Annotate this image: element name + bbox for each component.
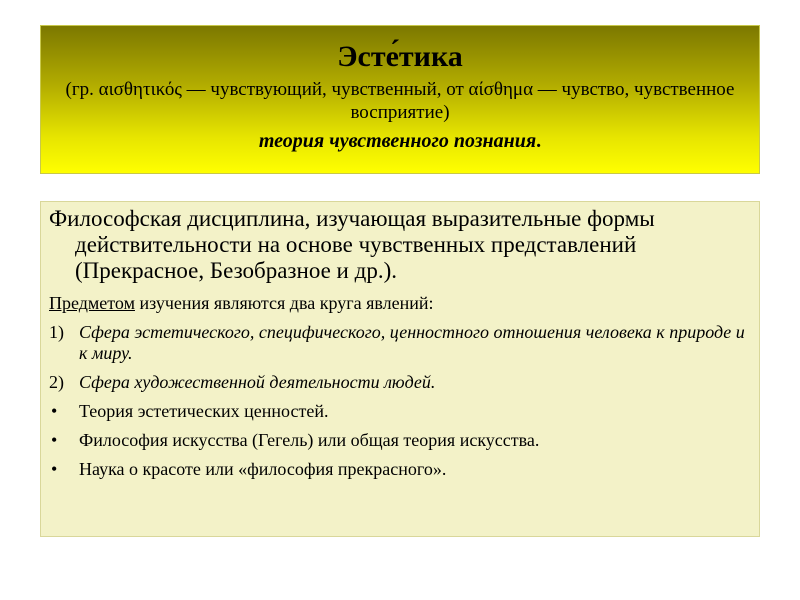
subject-line (49, 292, 749, 314)
bullet-text: Наука о красоте или «философия прекрасного». (79, 459, 447, 479)
definition-text: теория чувственного познания (258, 130, 537, 152)
bullet-item-3 (49, 459, 749, 480)
definition-line (41, 128, 759, 154)
bullet-icon: • (51, 430, 58, 450)
subject-underlined: Предметом (49, 293, 135, 313)
numbered-marker: 1) (49, 322, 64, 342)
etymology-subtitle: (гр. αισθητικός — чувствующий, чувственный, от αίσθημα — чувство, чувственное восприятие) (65, 79, 735, 123)
numbered-item-1 (49, 322, 749, 364)
bullet-item-1 (49, 401, 749, 422)
subject-rest: изучения являются два круга явлений: (134, 293, 434, 313)
slide-title: Эсте́тика (337, 40, 463, 73)
numbered-marker: 2) (49, 372, 64, 392)
title-panel (40, 25, 760, 174)
lead-paragraph: Философская дисциплина, изучающая выразительные формы действительности на основе чувственных представлений (Прекрасное, Безобразное и др.). (49, 206, 655, 283)
numbered-text: Сфера эстетического, специфического, ценностного отношения человека к природе и к миру. (79, 322, 745, 363)
numbered-item-2 (49, 372, 749, 393)
bullet-text: Теория эстетических ценностей. (79, 401, 329, 421)
bullet-icon: • (51, 401, 58, 421)
content-panel (40, 201, 760, 537)
definition-period: . (536, 130, 542, 152)
bullet-item-2 (49, 430, 749, 451)
bullet-text: Философия искусства (Гегель) или общая теория искусства. (79, 430, 540, 450)
bullet-icon: • (51, 459, 58, 479)
numbered-text: Сфера художественной деятельности людей. (79, 372, 436, 392)
